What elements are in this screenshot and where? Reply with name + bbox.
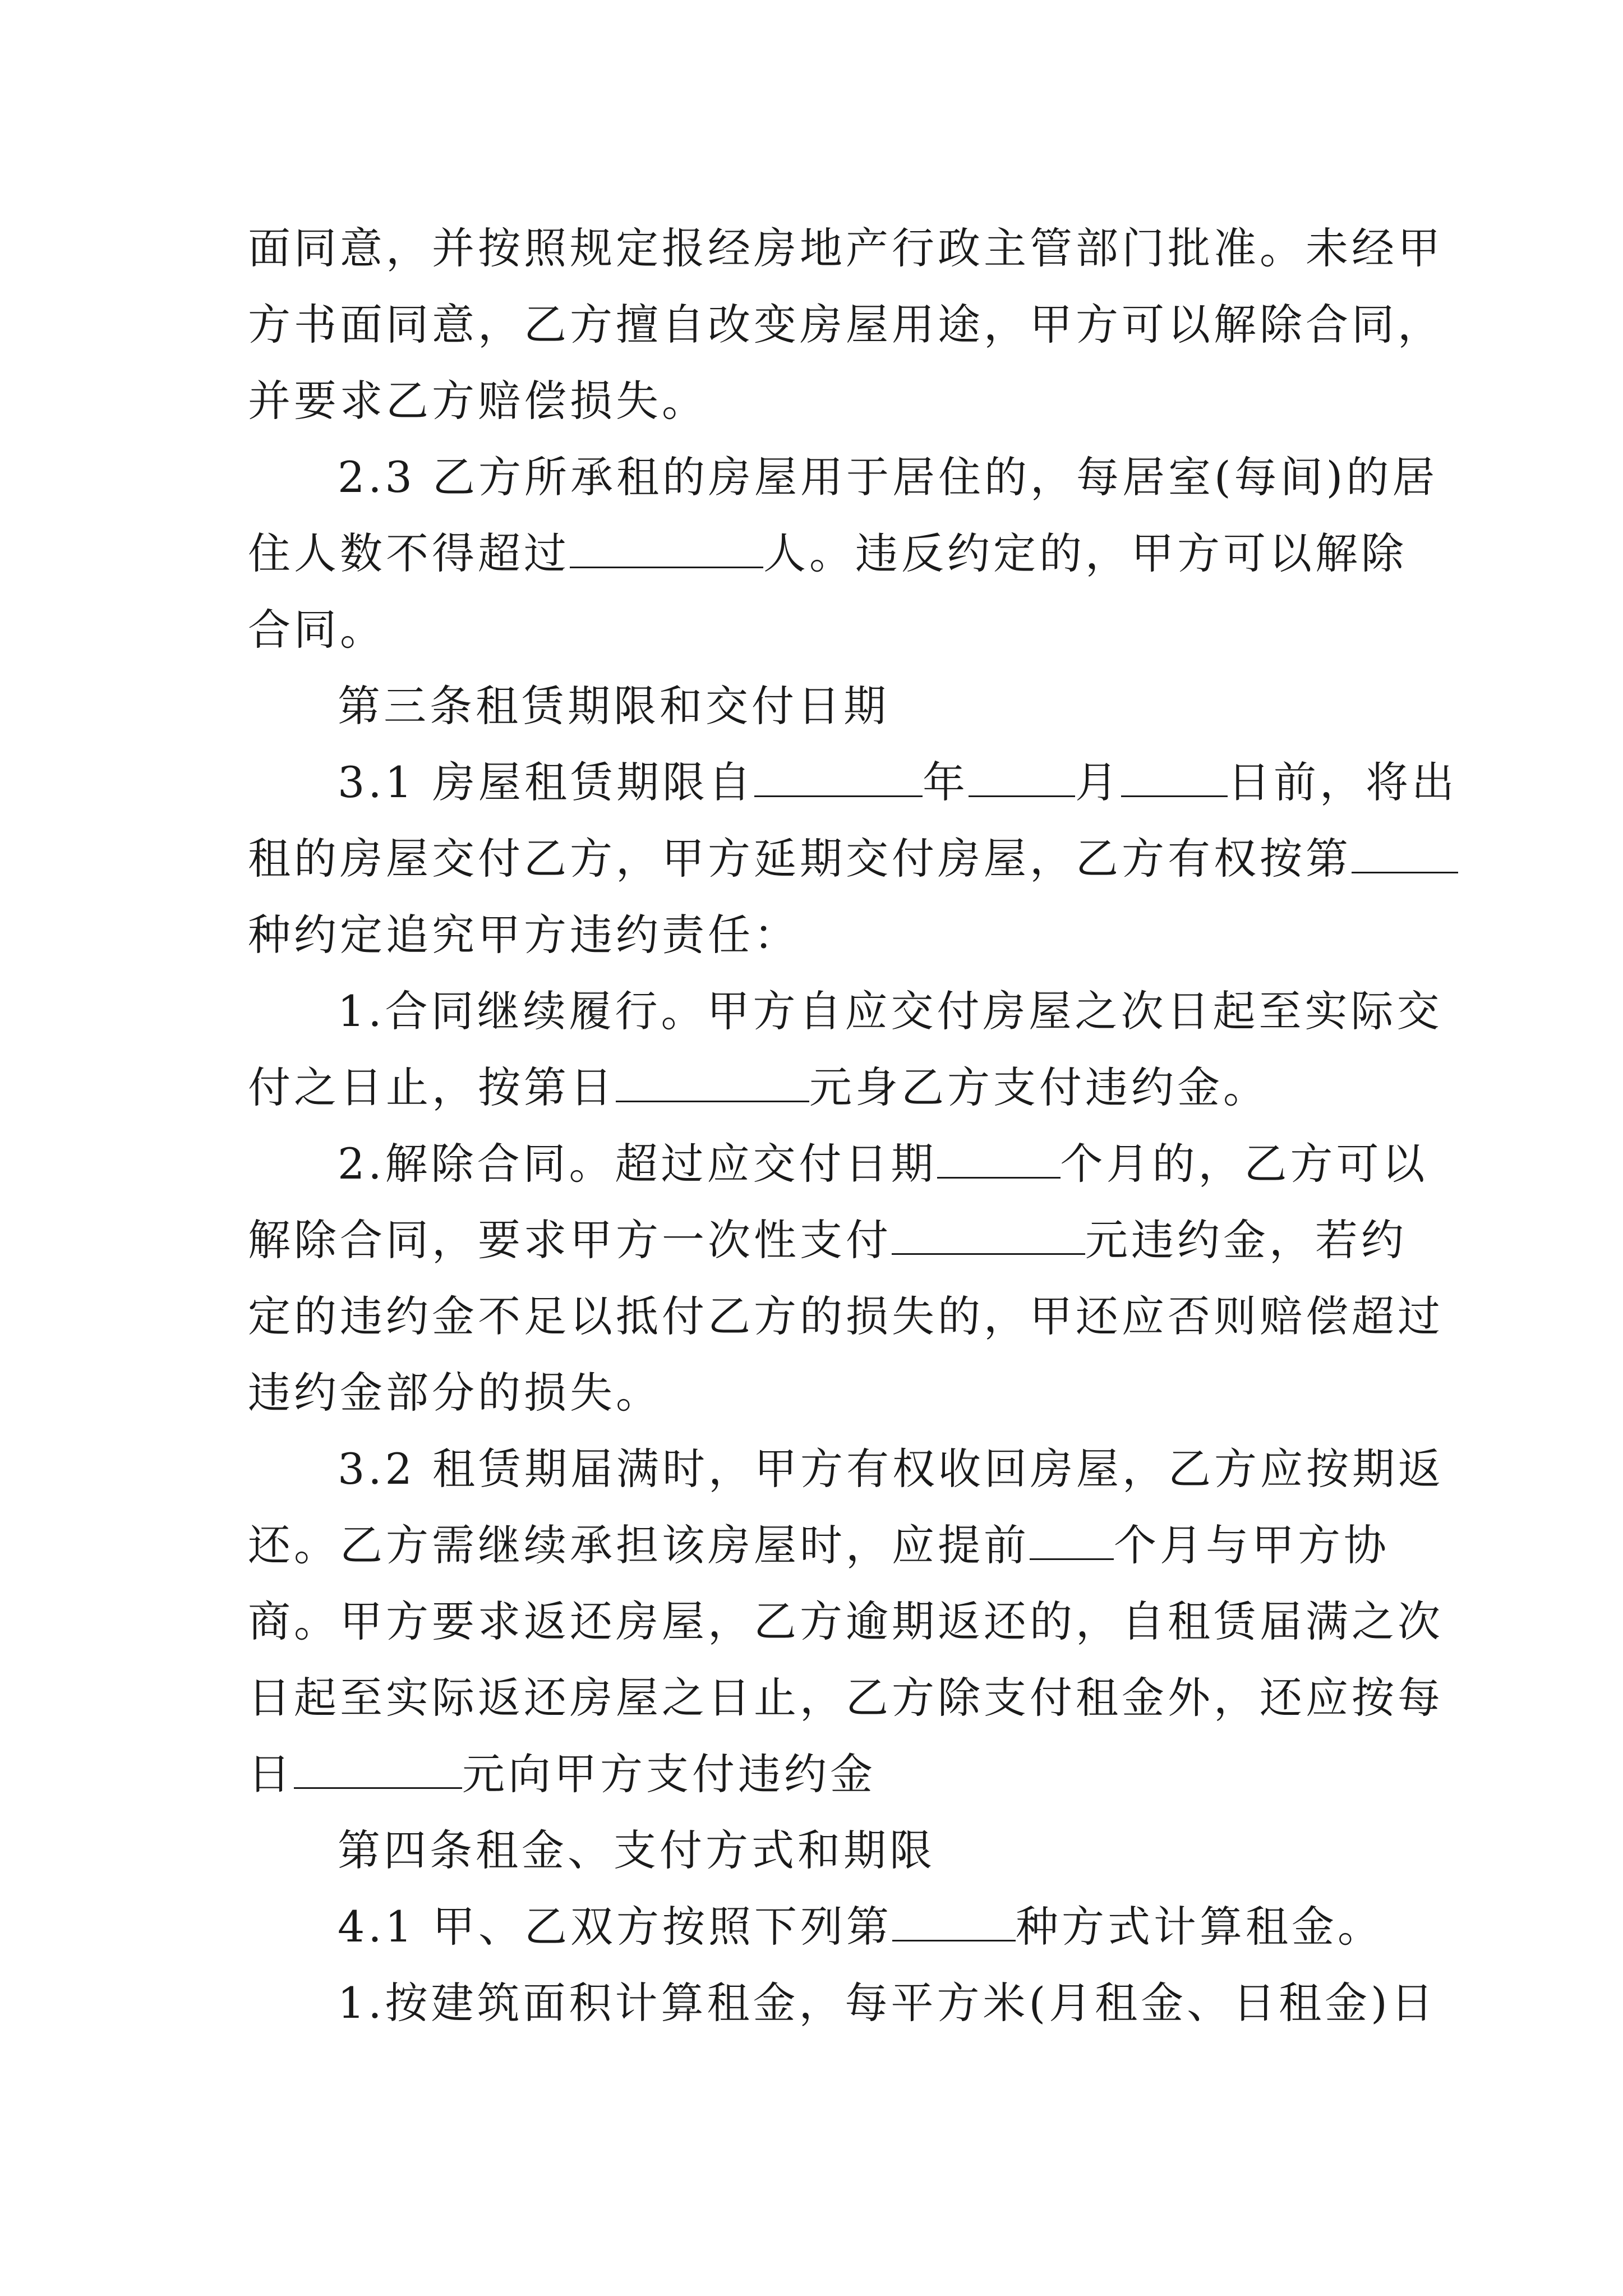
paragraph-line	[248, 1736, 1398, 1812]
text-run: 面同意，并按照规定报经房地产行政主管部门批准。未经甲	[248, 223, 1444, 273]
paragraph-line	[248, 287, 1444, 363]
paragraph-line	[248, 1584, 1444, 1660]
blank-field	[1030, 1510, 1114, 1560]
section-heading	[248, 1812, 1398, 1889]
text-run: 商。甲方要求返还房屋，乙方逾期返还的，自租赁届满之次	[248, 1596, 1444, 1646]
text-run: 3.2 租赁期届满时，甲方有权收回房屋，乙方应按期返	[338, 1444, 1445, 1494]
text-run: 方书面同意，乙方擅自改变房屋用途，甲方可以解除合同，	[248, 300, 1444, 349]
text-run: 2.解除合同。超过应交付日期	[338, 1139, 937, 1189]
list-item	[248, 1965, 1437, 2041]
text-run: 第四条租金、支付方式和期限	[338, 1825, 935, 1875]
text-run: 日前，将出	[1228, 757, 1458, 807]
paragraph-line	[248, 1507, 1398, 1584]
section-heading	[248, 668, 1398, 744]
text-run: 4.1 甲、乙双方按照下列第	[338, 1902, 893, 1952]
text-run: 2.3 乙方所承租的房屋用于居住的，每居室(每间)的居	[338, 452, 1438, 502]
text-run: 1.合同继续履行。甲方自应交付房屋之次日起至实际交	[338, 986, 1443, 1036]
text-run: 种方式计算租金。	[1016, 1902, 1384, 1952]
text-run: 人。违反约定的，甲方可以解除	[763, 528, 1407, 578]
text-run: 种约定追究甲方违约责任：	[248, 910, 800, 960]
blank-field	[1121, 747, 1228, 797]
blank-field	[969, 747, 1075, 797]
text-run: 元向甲方支付违约金	[462, 1749, 876, 1799]
blank-field	[294, 1739, 462, 1789]
blank-field	[616, 1052, 809, 1102]
blank-field	[1352, 823, 1458, 873]
blank-field	[570, 518, 763, 568]
paragraph-line	[248, 1278, 1444, 1355]
text-run: 月	[1075, 757, 1122, 807]
blank-field	[892, 1892, 1016, 1941]
text-run: 付之日止，按第日	[248, 1062, 616, 1112]
text-run: 还。乙方需继续承担该房屋时，应提前	[248, 1520, 1030, 1570]
text-run: 元违约金，若约	[1085, 1215, 1407, 1265]
blank-field	[754, 747, 923, 797]
paragraph-line	[248, 363, 1398, 439]
paragraph-line	[248, 1355, 1398, 1431]
text-run: 日	[248, 1749, 294, 1799]
text-run: 合同。	[248, 605, 386, 655]
clause-2-3-line	[248, 439, 1438, 516]
blank-field	[892, 1205, 1085, 1255]
text-run: 并要求乙方赔偿损失。	[248, 376, 708, 426]
text-run: 个月与甲方协	[1114, 1520, 1390, 1570]
contract-text	[248, 210, 1458, 2041]
text-run: 租的房屋交付乙方，甲方延期交付房屋，乙方有权按第	[248, 834, 1352, 884]
text-run: 1.按建筑面积计算租金，每平方米(月租金、日租金)日	[338, 1978, 1437, 2028]
clause-4-1-line	[248, 1889, 1398, 1965]
clause-3-2-line	[248, 1431, 1445, 1507]
clause-3-1-line	[248, 744, 1458, 821]
text-run: 3.1 房屋租赁期限自	[338, 757, 755, 807]
paragraph-line	[248, 210, 1444, 287]
paragraph-line	[248, 1202, 1407, 1278]
paragraph-line	[248, 897, 1398, 973]
paragraph-line	[248, 1660, 1444, 1736]
text-run: 元身乙方支付违约金。	[809, 1062, 1269, 1112]
text-run: 住人数不得超过	[248, 528, 570, 578]
list-item	[248, 1126, 1428, 1202]
blank-field	[937, 1129, 1061, 1179]
text-run: 违约金部分的损失。	[248, 1368, 662, 1418]
text-run: 年	[923, 757, 969, 807]
text-run: 定的违约金不足以抵付乙方的损失的，甲还应否则赔偿超过	[248, 1291, 1444, 1341]
text-run: 第三条租赁期限和交付日期	[338, 681, 889, 731]
paragraph-line	[248, 516, 1407, 592]
text-run: 日起至实际返还房屋之日止，乙方除支付租金外，还应按每	[248, 1673, 1444, 1723]
paragraph-line	[248, 1050, 1398, 1126]
paragraph-line	[248, 821, 1398, 897]
text-run: 解除合同，要求甲方一次性支付	[248, 1215, 892, 1265]
paragraph-line	[248, 592, 1398, 668]
text-run: 个月的，乙方可以	[1060, 1139, 1428, 1189]
list-item	[248, 973, 1443, 1050]
